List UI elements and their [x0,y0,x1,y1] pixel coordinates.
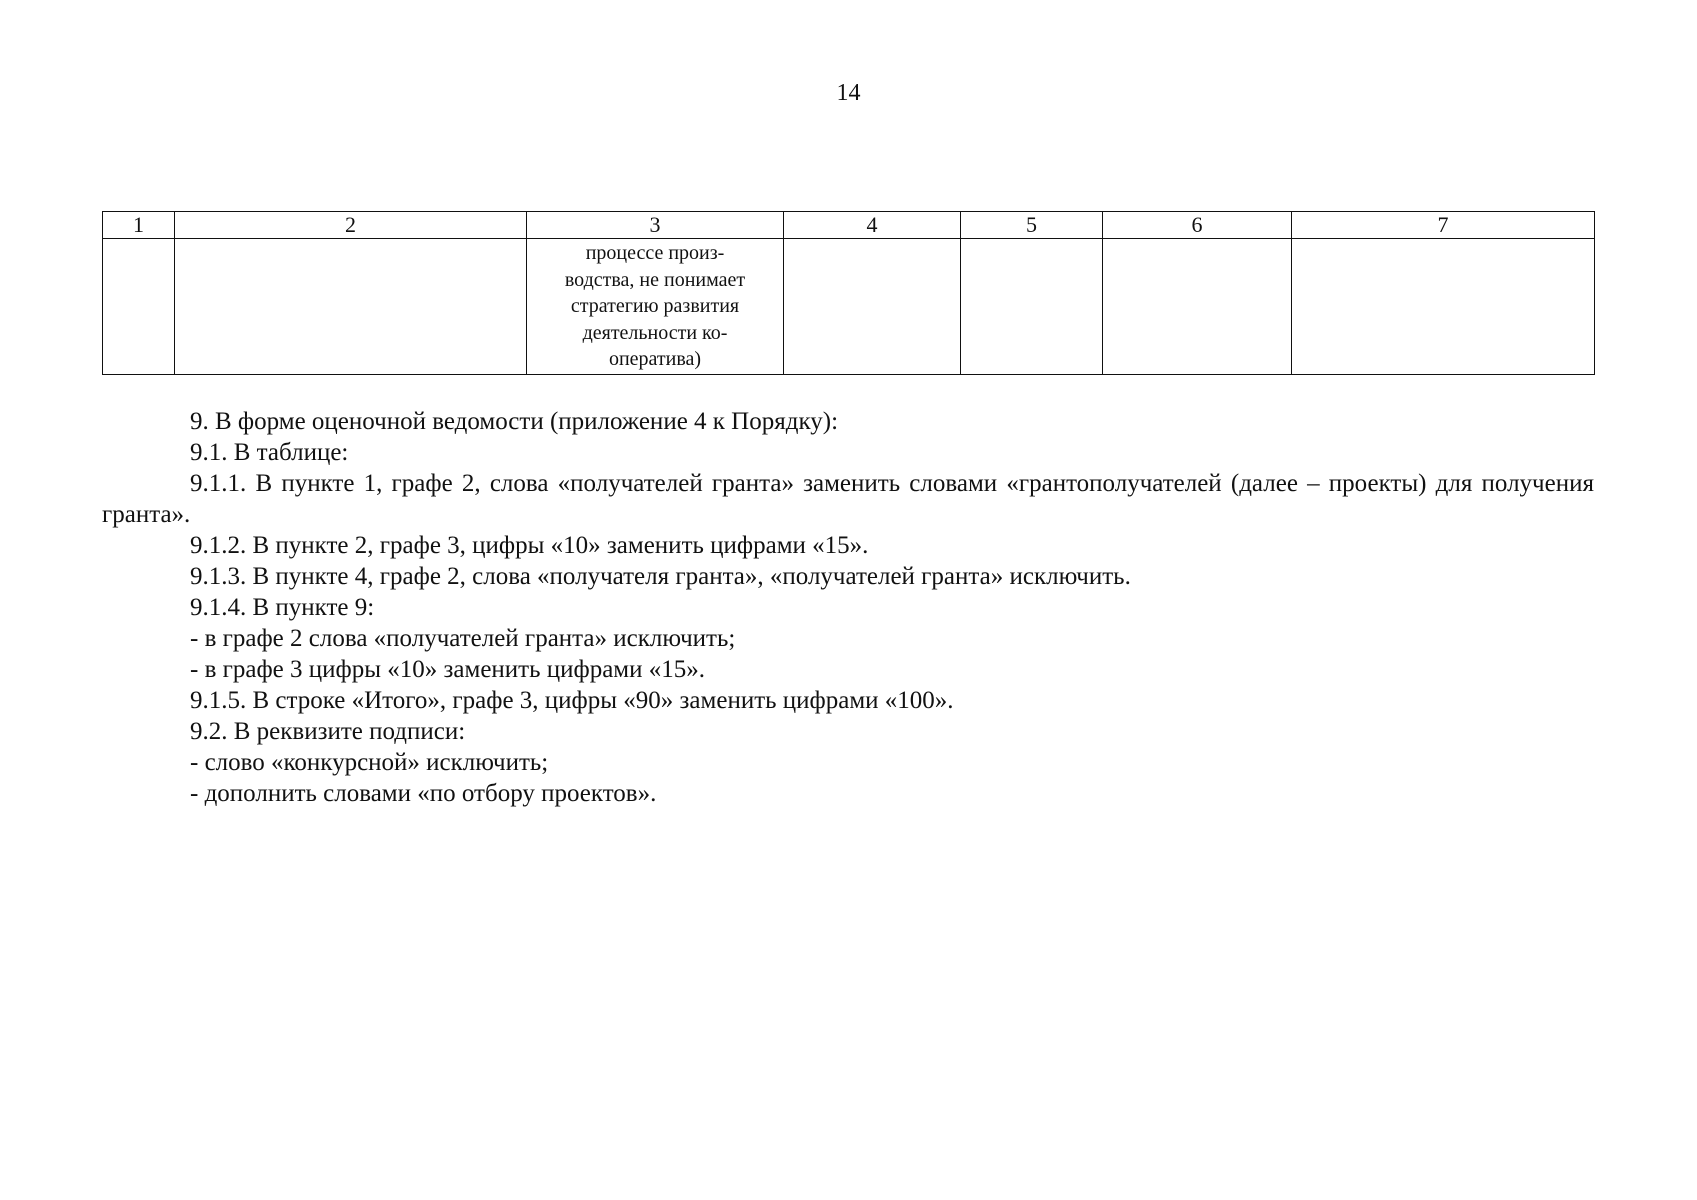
paragraph-9-1-3: 9.1.3. В пункте 4, графе 2, слова «получателя гранта», «получателей гранта» исключить. [190,563,1131,590]
column-number-7: 7 [1292,212,1595,239]
table-cell-col2 [175,239,527,375]
column-number-5: 5 [961,212,1103,239]
paragraph-9: 9. В форме оценочной ведомости (приложение 4 к Порядку): [190,408,839,435]
table-row [103,239,1595,375]
table-cell-col3 [527,239,784,375]
column-number-3: 3 [527,212,784,239]
paragraph-9-1-1: 9.1.1. В пункте 1, графе 2, слова «получателей гранта» заменить словами «грантополучателей (далее – проекты) для получения гранта». [102,470,1594,528]
list-item-remove-word: - слово «конкурсной» исключить; [190,749,549,776]
column-number-2: 2 [175,212,527,239]
list-item-column-2: - в графе 2 слова «получателей гранта» исключить; [190,625,736,652]
amendment-text [102,406,1594,809]
list-item-column-3: - в графе 3 цифры «10» заменить цифрами «15». [190,656,706,683]
column-number-1: 1 [103,212,175,239]
paragraph-9-1-2: 9.1.2. В пункте 2, графе 3, цифры «10» заменить цифрами «15». [190,532,869,559]
column-number-6: 6 [1103,212,1292,239]
table-cell-col4 [784,239,961,375]
table-header-row [103,212,1595,239]
table-cell-col5 [961,239,1103,375]
column-number-4: 4 [784,212,961,239]
paragraph-9-1-5: 9.1.5. В строке «Итого», графе 3, цифры «90» заменить цифрами «100». [190,687,954,714]
table-cell-col1 [103,239,175,375]
page-number: 14 [836,80,861,106]
table-cell-col6 [1103,239,1292,375]
list-item-add-words: - дополнить словами «по отбору проектов». [190,780,657,807]
table-cell-col3-text: процессе произ- водства, не понимает стратегию развития деятельности ко- оператива) [564,242,746,370]
continuation-table [102,211,1595,375]
paragraph-9-1: 9.1. В таблице: [190,439,349,466]
table-cell-col7 [1292,239,1595,375]
paragraph-9-1-4: 9.1.4. В пункте 9: [190,594,375,621]
paragraph-9-2: 9.2. В реквизите подписи: [190,718,466,745]
